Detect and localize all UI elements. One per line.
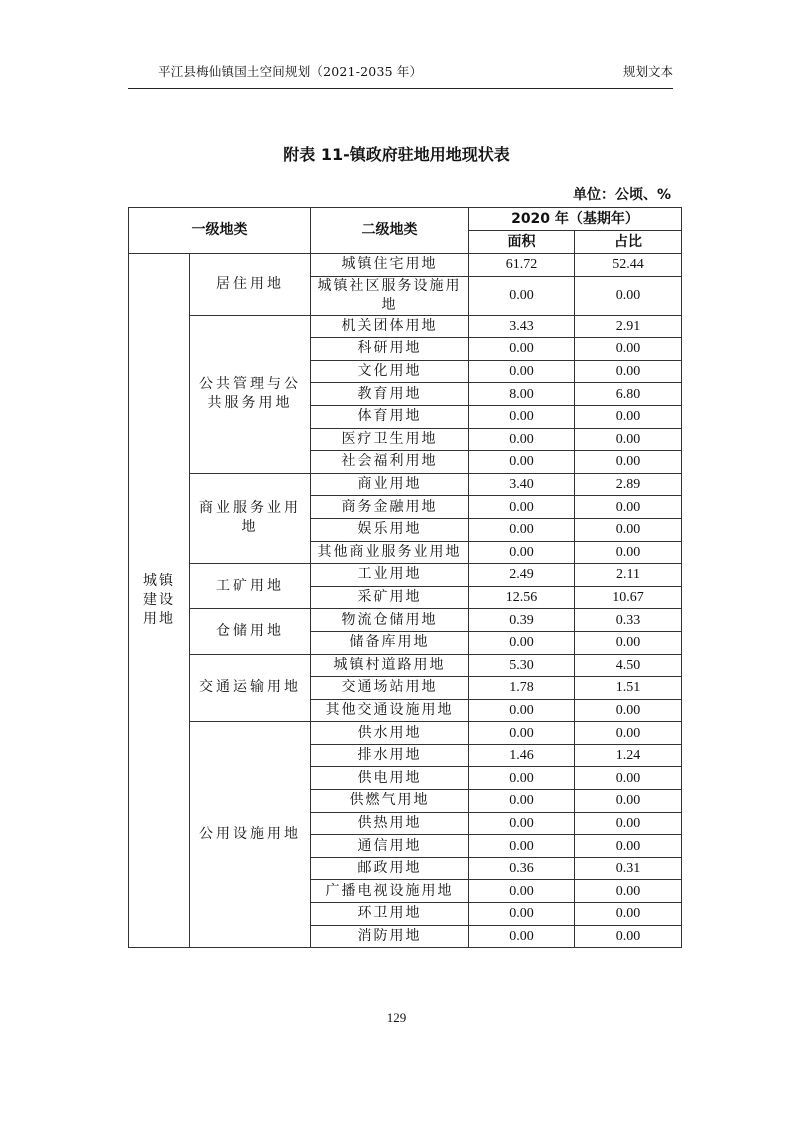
level1-category	[129, 254, 190, 948]
group-name: 工矿用地	[190, 564, 311, 609]
subcategory-name: 工业用地	[311, 564, 469, 587]
ratio-value: 0.00	[575, 518, 682, 541]
area-value: 0.00	[469, 451, 575, 474]
ratio-value: 0.00	[575, 903, 682, 926]
ratio-value: 0.00	[575, 276, 682, 315]
area-value: 0.00	[469, 880, 575, 903]
table-row	[129, 722, 682, 745]
subcategory-name: 商业用地	[311, 473, 469, 496]
subcategory-name: 供电用地	[311, 767, 469, 790]
subcategory-name: 医疗卫生用地	[311, 428, 469, 451]
area-value: 3.40	[469, 473, 575, 496]
unit-label: 单位：公顷、%	[572, 187, 671, 203]
group-name: 交通运输用地	[190, 654, 311, 722]
group-name: 公用设施用地	[190, 722, 311, 948]
table-row	[129, 609, 682, 632]
subcategory-name: 通信用地	[311, 835, 469, 858]
subcategory-name: 供热用地	[311, 812, 469, 835]
area-value: 0.00	[469, 722, 575, 745]
subcategory-name: 教育用地	[311, 383, 469, 406]
ratio-value: 0.00	[575, 541, 682, 564]
table-row	[129, 254, 682, 277]
area-value: 61.72	[469, 254, 575, 277]
area-value: 0.00	[469, 631, 575, 654]
table-row	[129, 315, 682, 338]
area-value: 0.00	[469, 699, 575, 722]
header-level2: 二级地类	[311, 208, 469, 254]
area-value: 0.00	[469, 405, 575, 428]
level1-category-line: 用地	[143, 611, 175, 628]
table-row	[129, 473, 682, 496]
area-value: 0.00	[469, 360, 575, 383]
subcategory-name: 供燃气用地	[311, 790, 469, 813]
subcategory-name: 供水用地	[311, 722, 469, 745]
level1-category-line: 建设	[143, 592, 175, 609]
subcategory-name: 机关团体用地	[311, 315, 469, 338]
area-value: 0.00	[469, 428, 575, 451]
ratio-value: 1.51	[575, 677, 682, 700]
header-level1: 一级地类	[129, 208, 311, 254]
ratio-value: 2.11	[575, 564, 682, 587]
ratio-value: 4.50	[575, 654, 682, 677]
ratio-value: 52.44	[575, 254, 682, 277]
ratio-value: 2.89	[575, 473, 682, 496]
header-doc-type: 规划文本	[622, 64, 673, 79]
subcategory-name: 广播电视设施用地	[311, 880, 469, 903]
ratio-value: 0.00	[575, 405, 682, 428]
subcategory-name: 娱乐用地	[311, 518, 469, 541]
header-doc-title: 平江县梅仙镇国土空间规划（2021-2035 年）	[158, 64, 423, 79]
subcategory-name: 科研用地	[311, 338, 469, 361]
table-body	[129, 254, 682, 948]
area-value: 0.00	[469, 338, 575, 361]
table-row	[129, 654, 682, 677]
subcategory-name: 城镇社区服务设施用地	[311, 276, 469, 315]
ratio-value: 0.00	[575, 338, 682, 361]
ratio-value: 0.00	[575, 925, 682, 948]
subcategory-name: 储备库用地	[311, 631, 469, 654]
page-number: 129	[386, 1010, 407, 1025]
subcategory-name: 消防用地	[311, 925, 469, 948]
ratio-value: 2.91	[575, 315, 682, 338]
ratio-value: 0.00	[575, 428, 682, 451]
group-name: 仓储用地	[190, 609, 311, 654]
ratio-value: 0.00	[575, 722, 682, 745]
subcategory-name: 文化用地	[311, 360, 469, 383]
ratio-value: 0.00	[575, 699, 682, 722]
subcategory-name: 排水用地	[311, 744, 469, 767]
area-value: 0.39	[469, 609, 575, 632]
ratio-value: 0.00	[575, 631, 682, 654]
ratio-value: 6.80	[575, 383, 682, 406]
area-value: 0.00	[469, 518, 575, 541]
area-value: 0.36	[469, 857, 575, 880]
subcategory-name: 交通场站用地	[311, 677, 469, 700]
subcategory-name: 物流仓储用地	[311, 609, 469, 632]
ratio-value: 0.00	[575, 360, 682, 383]
ratio-value: 0.00	[575, 880, 682, 903]
area-value: 1.78	[469, 677, 575, 700]
ratio-value: 0.00	[575, 767, 682, 790]
subcategory-name: 其他商业服务业用地	[311, 541, 469, 564]
ratio-value: 1.24	[575, 744, 682, 767]
subcategory-name: 社会福利用地	[311, 451, 469, 474]
header-year: 2020 年（基期年）	[469, 208, 682, 231]
land-use-table	[128, 207, 682, 948]
area-value: 0.00	[469, 790, 575, 813]
area-value: 0.00	[469, 496, 575, 519]
level1-category-line: 城镇	[143, 573, 175, 590]
table-title: 附表 11-镇政府驻地用地现状表	[283, 145, 510, 164]
ratio-value: 0.00	[575, 451, 682, 474]
ratio-value: 0.33	[575, 609, 682, 632]
group-name: 居住用地	[190, 254, 311, 316]
subcategory-name: 邮政用地	[311, 857, 469, 880]
subcategory-name: 体育用地	[311, 405, 469, 428]
area-value: 0.00	[469, 812, 575, 835]
subcategory-name: 城镇村道路用地	[311, 654, 469, 677]
area-value: 0.00	[469, 276, 575, 315]
ratio-value: 0.00	[575, 790, 682, 813]
ratio-value: 0.00	[575, 496, 682, 519]
subcategory-name: 商务金融用地	[311, 496, 469, 519]
header-area: 面积	[469, 231, 575, 254]
ratio-value: 10.67	[575, 586, 682, 609]
group-name: 商业服务业用地	[190, 473, 311, 563]
group-name: 公共管理与公共服务用地	[190, 315, 311, 473]
area-value: 0.00	[469, 541, 575, 564]
table-row	[129, 564, 682, 587]
header-ratio: 占比	[575, 231, 682, 254]
area-value: 8.00	[469, 383, 575, 406]
header-divider	[128, 88, 673, 89]
area-value: 0.00	[469, 767, 575, 790]
area-value: 3.43	[469, 315, 575, 338]
subcategory-name: 其他交通设施用地	[311, 699, 469, 722]
area-value: 0.00	[469, 925, 575, 948]
area-value: 12.56	[469, 586, 575, 609]
area-value: 1.46	[469, 744, 575, 767]
ratio-value: 0.31	[575, 857, 682, 880]
area-value: 2.49	[469, 564, 575, 587]
ratio-value: 0.00	[575, 835, 682, 858]
subcategory-name: 城镇住宅用地	[311, 254, 469, 277]
ratio-value: 0.00	[575, 812, 682, 835]
area-value: 5.30	[469, 654, 575, 677]
area-value: 0.00	[469, 903, 575, 926]
subcategory-name: 采矿用地	[311, 586, 469, 609]
area-value: 0.00	[469, 835, 575, 858]
subcategory-name: 环卫用地	[311, 903, 469, 926]
